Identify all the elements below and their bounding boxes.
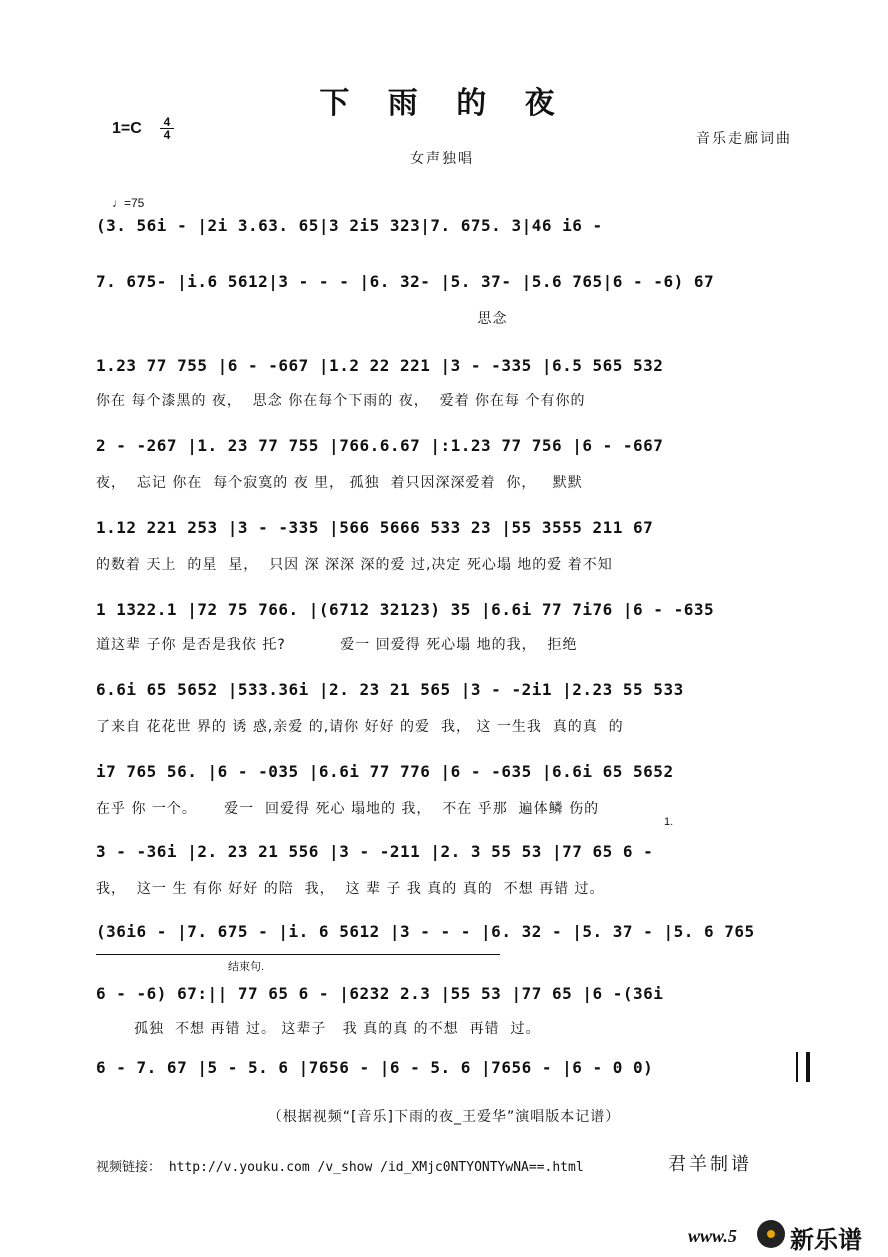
score-line-7-lyrics: 了来自 花花世 界的 诱 惑,亲爱 的,请你 好好 的爱 我， 这 一生我 真的真 的 [96,719,624,735]
time-signature-bottom: 4 [163,128,171,142]
video-link[interactable]: 视频链接： http://v.youku.com /v_show /id_XMjc0NTYONTYwNA==.html [96,1160,584,1175]
score-line-6-lyrics: 道这辈 子你 是否是我依 托? 爱一 回爱得 死心塌 地的我， 拒绝 [96,637,578,653]
score-line-4-lyrics: 夜， 忘记 你在 每个寂寞的 夜 里， 孤独 着只因深深爱着 你， 默默 [96,475,583,491]
end-phrase-marker: 结束句. [228,961,265,973]
performer-type: 女声独唱 [410,151,474,167]
score-line-1-notes: (3. 56i - |2i 3.63. 65|3 2i5 323|7. 675. 3|46 i6 - [96,216,603,235]
transcription-note: （根据视频“[音乐]下雨的夜_王爱华”演唱版本记谱） [267,1109,621,1125]
score-line-8-lyrics: 在乎 你 一个。 爱一 回爱得 死心 塌地的 我， 不在 乎那 遍体鳞 伤的 [96,801,600,817]
score-line-3-lyrics: 你在 每个漆黑的 夜， 思念 你在每个下雨的 夜， 爱着 你在每 个有你的 [96,393,586,409]
score-line-8-notes: i7 765 56. |6 - -035 |6.6i 77 776 |6 - -635 |6.6i 65 5652 [96,762,674,781]
score-line-12-notes: 6 - 7. 67 |5 - 5. 6 |7656 - |6 - 5. 6 |7656 - |6 - 0 0) [96,1058,654,1077]
score-line-5-lyrics: 的数着 天上 的星 星， 只因 深 深深 深的爱 过,决定 死心塌 地的爱 着不知 [96,557,613,573]
transcriber-signature: 君羊制谱 [668,1154,752,1175]
score-line-9-lyrics: 我， 这一 生 有你 好好 的陪 我， 这 辈 子 我 真的 真的 不想 再错 过。 [96,881,605,897]
score-line-9-notes: 3 - -36i |2. 23 21 556 |3 - -211 |2. 3 55 53 |77 65 6 - [96,842,654,861]
volta-marker: 1. [664,816,674,828]
score-line-5-notes: 1.12 221 253 |3 - -335 |566 5666 533 23 |55 3555 211 67 [96,518,654,537]
record-disc-icon [757,1220,785,1248]
score-line-10-notes: (36i6 - |7. 675 - |i. 6 5612 |3 - - - |6. 32 - |5. 37 - |5. 6 765 [96,922,755,941]
watermark-url: www.5 [688,1226,737,1246]
score-line-2-lyrics: 思念 [96,311,508,327]
final-barline [796,1052,810,1082]
key-signature: 1=C [112,120,142,137]
time-signature-top: 4 [160,116,174,129]
score-line-7-notes: 6.6i 65 5652 |533.36i |2. 23 21 565 |3 - -2i1 |2.23 55 533 [96,680,684,699]
score-title: 下 雨 的 夜 [319,86,569,121]
brand-logo-text: 新乐谱 [790,1226,862,1254]
score-line-11-notes: 6 - -6) 67:|| 77 65 6 - |6232 2.3 |55 53 |77 65 |6 -(36i [96,984,664,1003]
time-signature [160,116,174,141]
composer-credit: 音乐走廊词曲 [696,131,792,147]
score-line-11-lyrics: 孤独 不想 再错 过。 这辈子 我 真的真 的不想 再错 过。 [96,1021,541,1037]
score-line-3-notes: 1.23 77 755 |6 - -667 |1.2 22 221 |3 - -335 |6.5 565 532 [96,356,664,375]
score-line-2-notes: 7. 675- |i.6 5612|3 - - - |6. 32- |5. 37- |5.6 765|6 - -6) 67 [96,272,715,291]
tempo-marking: ♩=75 [112,196,145,210]
score-line-6-notes: 1 1322.1 |72 75 766. |(6712 32123) 35 |6.6i 77 7i76 |6 - -635 [96,600,715,619]
score-line-4-notes: 2 - -267 |1. 23 77 755 |766.6.67 |:1.23 77 756 |6 - -667 [96,436,664,455]
ending-bracket [96,954,500,955]
